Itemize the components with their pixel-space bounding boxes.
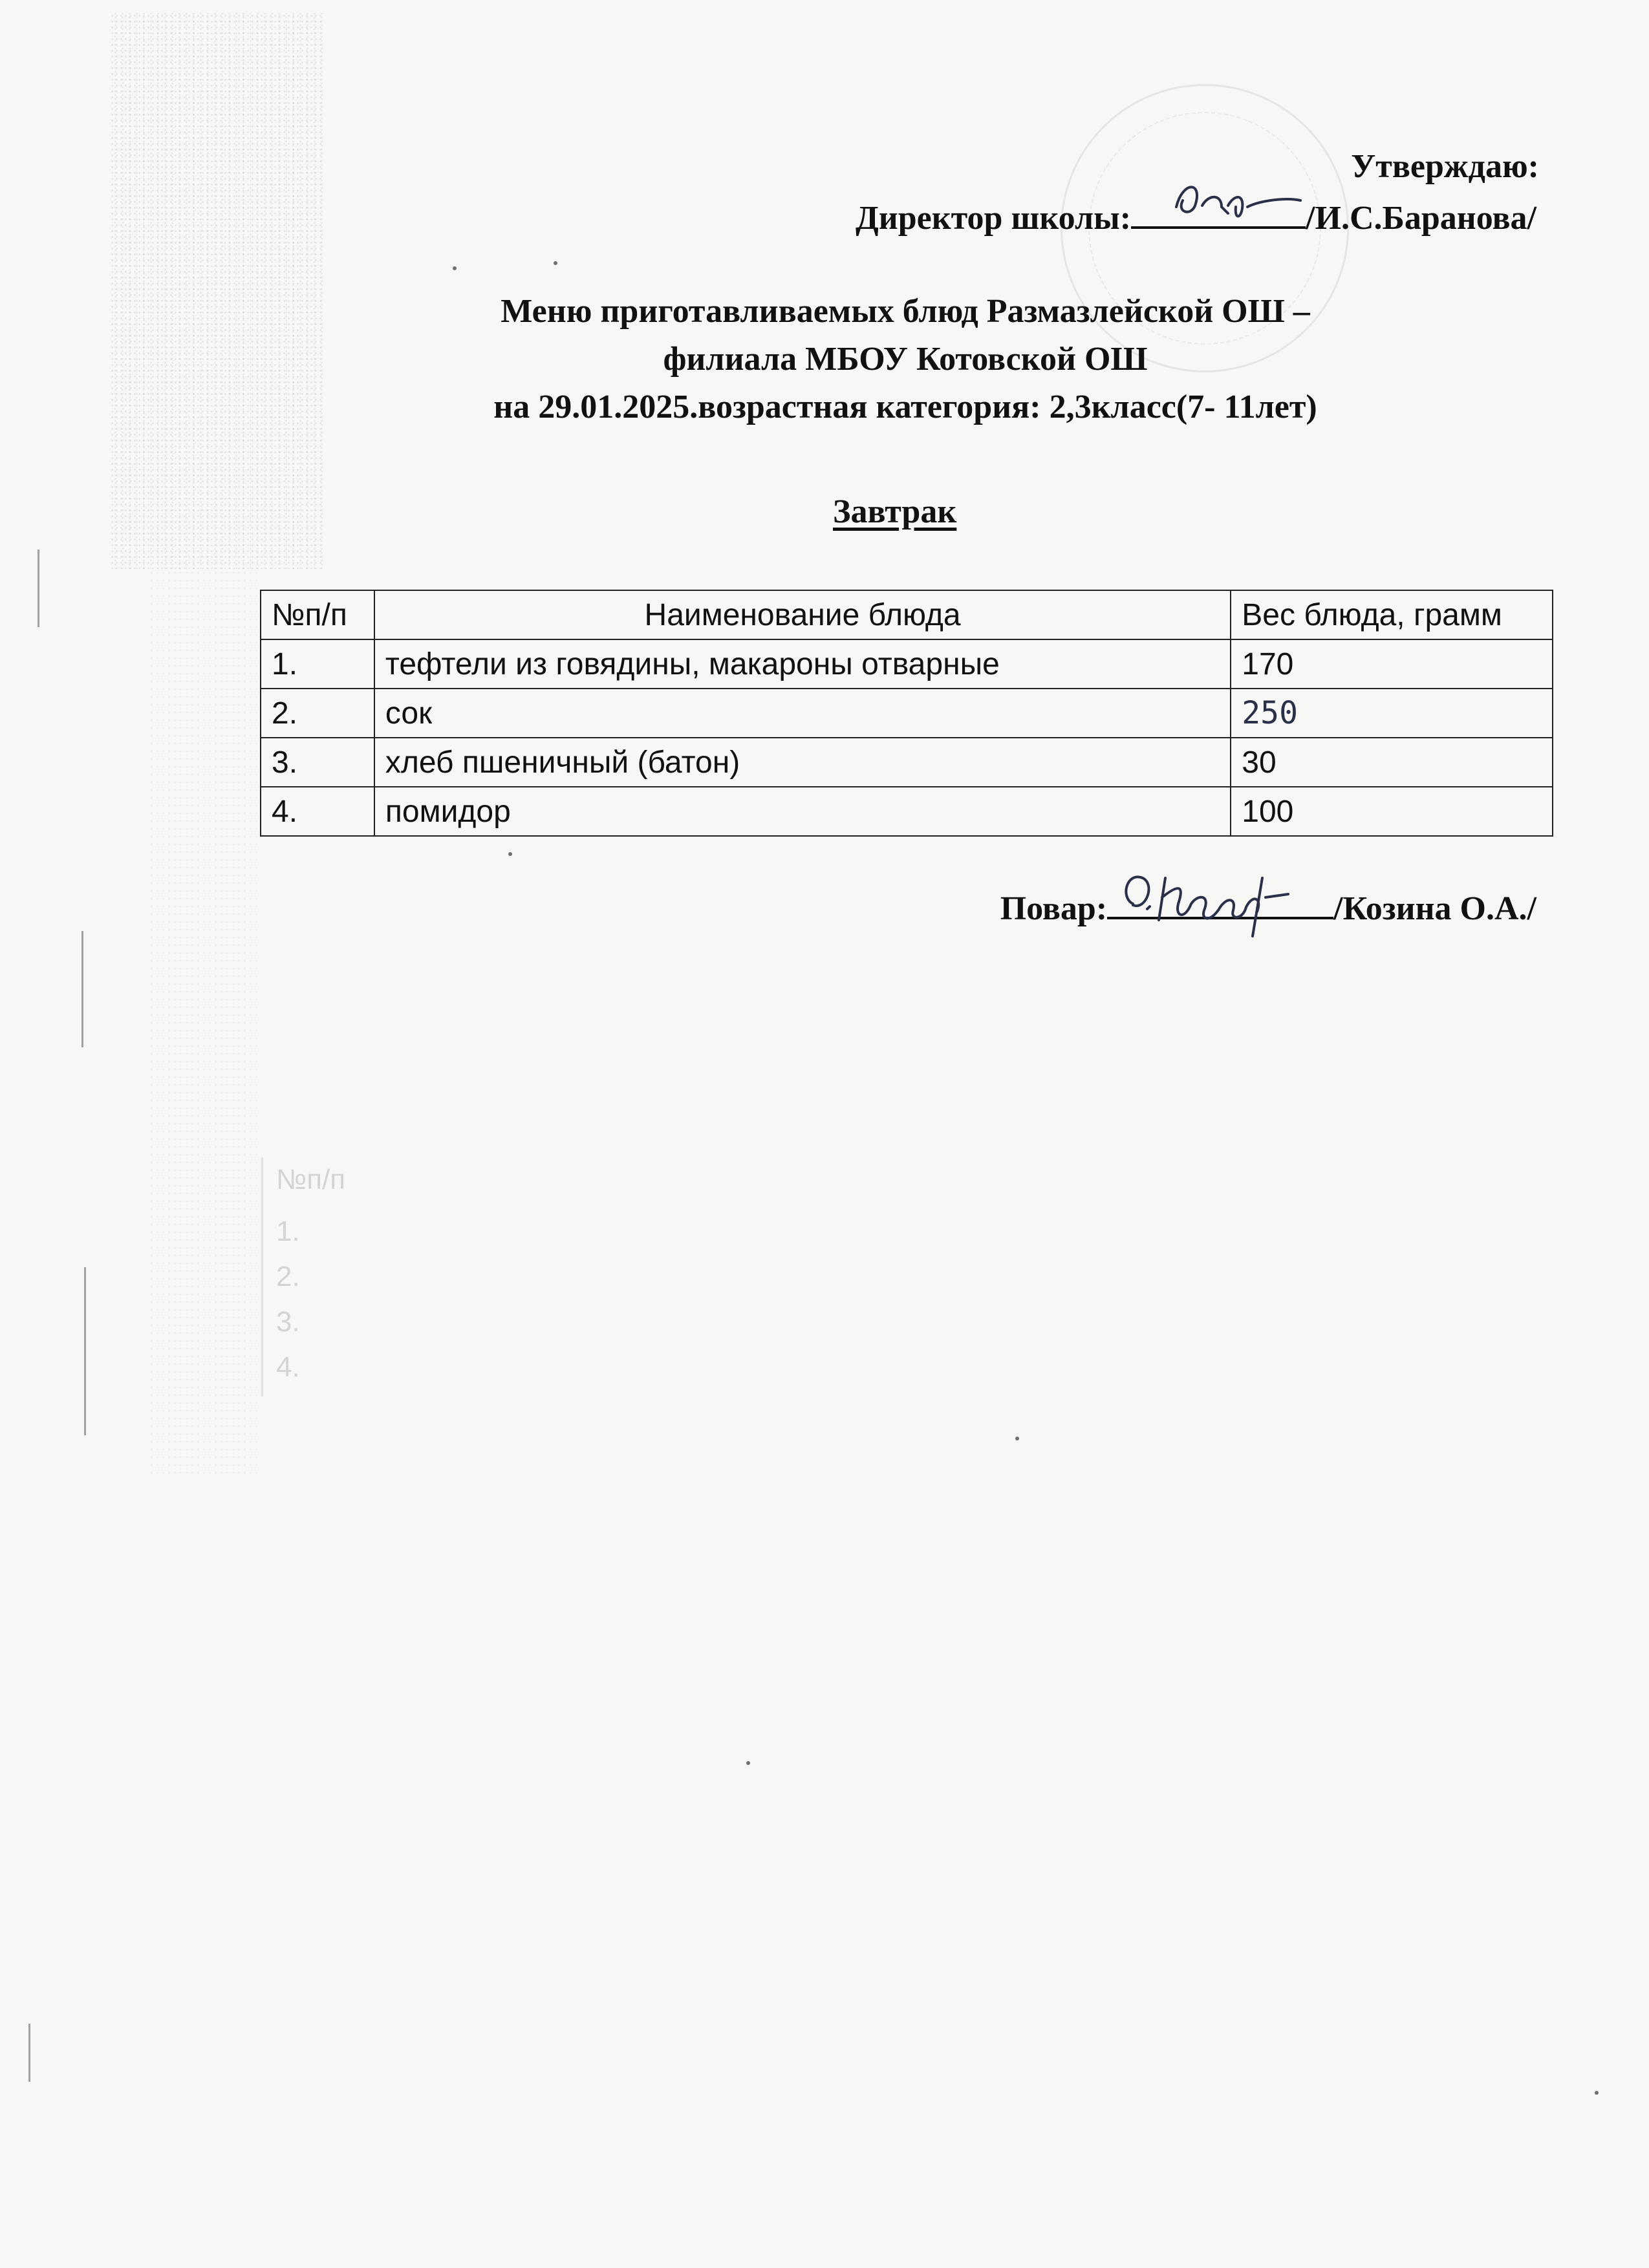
menu-title-line1: Меню приготавливаемых блюд Размазлейской ОШ – <box>501 293 1310 330</box>
column-header-number: №п/п <box>261 590 374 639</box>
table-header-row <box>261 590 1553 639</box>
scan-noise <box>110 13 323 569</box>
director-name: /И.С.Баранова/ <box>1306 200 1536 237</box>
scan-margin-line <box>84 1267 86 1435</box>
director-signature <box>1131 194 1306 229</box>
cook-signature <box>1107 884 1333 919</box>
cook-label: Повар: <box>1000 890 1108 927</box>
menu-title-line2: филиала МБОУ Котовской ОШ <box>663 341 1148 378</box>
cook-name: /Козина О.А./ <box>1333 890 1536 927</box>
scan-speck <box>554 261 557 265</box>
column-header-weight: Вес блюда, грамм <box>1231 590 1553 639</box>
ghost-row: 3. <box>276 1306 300 1338</box>
table-row <box>261 639 1553 689</box>
dish-weight: 100 <box>1231 787 1553 836</box>
approval-label: Утверждаю: <box>1351 148 1539 185</box>
scan-speck <box>453 266 457 270</box>
scan-speck <box>1015 1437 1019 1440</box>
dish-name: тефтели из говядины, макароны отварные <box>374 639 1231 689</box>
table-row <box>261 689 1553 738</box>
column-header-dish: Наименование блюда <box>374 590 1231 639</box>
row-number: 4. <box>261 787 374 836</box>
scan-speck <box>746 1761 750 1765</box>
scan-margin-line <box>38 550 39 627</box>
ghost-header: №п/п <box>276 1164 346 1195</box>
dish-weight: 170 <box>1231 639 1553 689</box>
scan-margin-line <box>81 931 83 1047</box>
dish-name: хлеб пшеничный (батон) <box>374 738 1231 787</box>
dish-name: помидор <box>374 787 1231 836</box>
ghost-row: 1. <box>276 1215 300 1247</box>
table-row <box>261 738 1553 787</box>
table-row <box>261 787 1553 836</box>
dish-weight: 250 <box>1231 689 1553 738</box>
director-label: Директор школы: <box>855 200 1132 237</box>
menu-table <box>260 590 1553 837</box>
scan-margin-line <box>28 2024 30 2082</box>
director-signature-line <box>856 194 1536 237</box>
ghost-row: 2. <box>276 1261 300 1292</box>
scan-noise <box>149 569 259 1474</box>
row-number: 1. <box>261 639 374 689</box>
row-number: 2. <box>261 689 374 738</box>
scan-speck <box>508 852 512 856</box>
meal-title: Завтрак <box>833 493 957 530</box>
director-signature-drawing <box>1131 168 1306 239</box>
dish-weight: 30 <box>1231 738 1553 787</box>
bleed-through-table <box>261 1157 1557 1396</box>
dish-name: сок <box>374 689 1231 738</box>
cook-signature-drawing <box>1107 859 1333 943</box>
cook-signature-line <box>1000 884 1536 928</box>
row-number: 3. <box>261 738 374 787</box>
scan-speck <box>1595 2091 1599 2095</box>
menu-title-line3: на 29.01.2025.возрастная категория: 2,3класс(7- 11лет) <box>493 389 1317 425</box>
ghost-row: 4. <box>276 1351 300 1383</box>
